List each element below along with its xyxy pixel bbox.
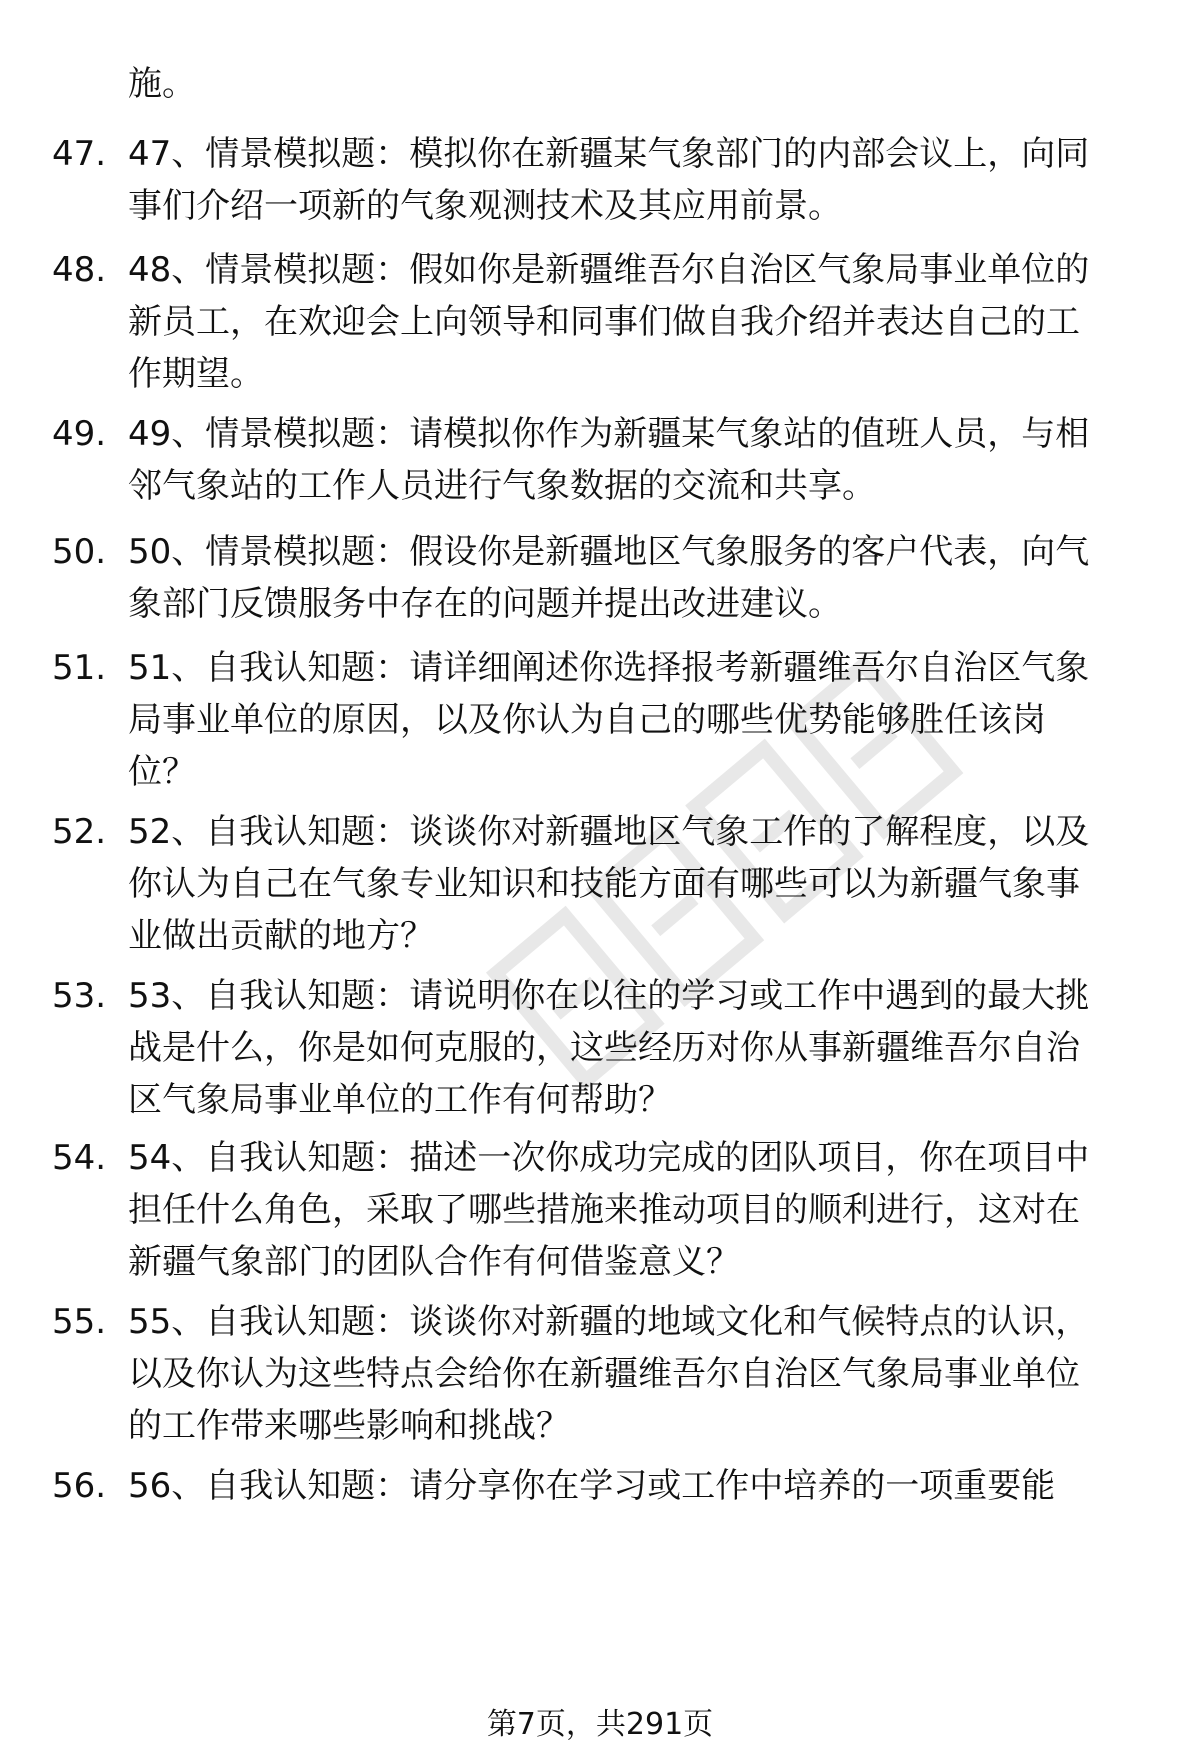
- page-footer: 第7页，共291页: [486, 1707, 714, 1742]
- list-item-number: 49.: [52, 414, 107, 454]
- list-item-number: 50.: [52, 532, 107, 572]
- list-item-text: 47、情景模拟题：模拟你在新疆某气象部门的内部会议上，向同 事们介绍一项新的气象观测技术及其应用前景。: [128, 134, 1090, 226]
- list-item-text: 56、自我认知题：请分享你在学习或工作中培养的一项重要能: [128, 1466, 1056, 1506]
- list-item-number: 52.: [52, 812, 107, 852]
- continuation-text: 施。: [128, 64, 196, 104]
- list-item-text: 49、情景模拟题：请模拟你作为新疆某气象站的值班人员，与相 邻气象站的工作人员进行气象数据的交流和共享。: [128, 414, 1090, 506]
- list-item-number: 48.: [52, 250, 107, 290]
- list-item-text: 54、自我认知题：描述一次你成功完成的团队项目，你在项目中 担任什么角色，采取了哪些措施来推动项目的顺利进行，这对在 新疆气象部门的团队合作有何借鉴意义？: [128, 1138, 1090, 1282]
- list-item-number: 54.: [52, 1138, 107, 1178]
- list-item-number: 56.: [52, 1466, 107, 1506]
- list-item-text: 53、自我认知题：请说明你在以往的学习或工作中遇到的最大挑 战是什么，你是如何克服的，这些经历对你从事新疆维吾尔自治 区气象局事业单位的工作有何帮助？: [128, 976, 1090, 1120]
- list-item-text: 48、情景模拟题：假如你是新疆维吾尔自治区气象局事业单位的 新员工，在欢迎会上向领导和同事们做自我介绍并表达自己的工 作期望。: [128, 250, 1090, 394]
- list-item-text: 52、自我认知题：谈谈你对新疆地区气象工作的了解程度，以及 你认为自己在气象专业知识和技能方面有哪些可以为新疆气象事 业做出贡献的地方？: [128, 812, 1090, 956]
- list-item-text: 50、情景模拟题：假设你是新疆地区气象服务的客户代表，向气 象部门反馈服务中存在的问题并提出改进建议。: [128, 532, 1090, 624]
- list-item-text: 55、自我认知题：谈谈你对新疆的地域文化和气候特点的认识， 以及你认为这些特点会给你在新疆维吾尔自治区气象局事业单位 的工作带来哪些影响和挑战？: [128, 1302, 1090, 1446]
- list-item-number: 47.: [52, 134, 107, 174]
- list-item-number: 51.: [52, 648, 107, 688]
- list-item-number: 53.: [52, 976, 107, 1016]
- list-item-number: 55.: [52, 1302, 107, 1342]
- list-item-text: 51、自我认知题：请详细阐述你选择报考新疆维吾尔自治区气象 局事业单位的原因，以及你认为自己的哪些优势能够胜任该岗 位？: [128, 648, 1090, 792]
